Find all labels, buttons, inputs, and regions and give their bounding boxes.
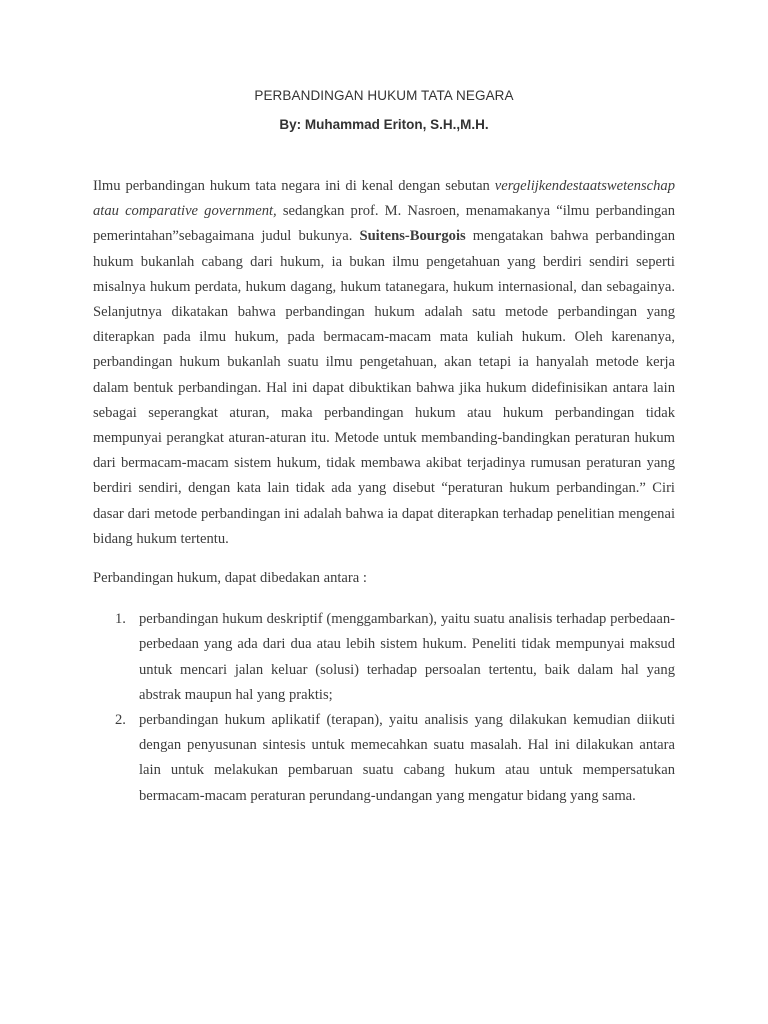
paragraph-intro-bold: Suitens-Bourgois	[359, 228, 466, 245]
paragraph-intro-text-3: mengatakan bahwa perbandingan hukum bukanlah cabang dari hukum, ia bukan ilmu pengetahuan yang berdiri sendiri seperti misalnya hukum perdata, hukum dagang, hukum tatanegara, hukum internasional, dan sebagainya. Selanjutnya dikatakan bahwa perbandingan hukum adalah satu metode perbandingan yang diterapkan pada ilmu hukum, pada bermacam-macam mata kuliah hukum. Oleh karenanya, perbandingan hukum bukanlah suatu ilmu pengetahuan, akan tetapi ia hanyalah metode kerja dalam bentuk perbandingan. Hal ini dapat dibuktikan bahwa jika hukum didefinisikan antara lain sebagai seperangkat aturan, maka perbandingan hukum atau hukum perbandingan tidak mempunyai perangkat aturan-aturan itu. Metode untuk membanding-bandingkan peraturan hukum dari bermacam-macam sistem hukum, tidak membawa akibat terjadinya rumusan peraturan yang berdiri sendiri, dengan kata lain tidak ada yang disebut “peraturan hukum perbandingan.” Ciri dasar dari metode perbandingan ini adalah bahwa ia dapat diterapkan terhadap penelitian mengenai bidang hukum tertentu.	[93, 228, 675, 547]
paragraph-list-intro: Perbandingan hukum, dapat dibedakan antara :	[93, 570, 367, 587]
paragraph-intro-italic: vergelijkendestaatswetenschap atau comparative government,	[93, 178, 675, 220]
list-item-number: 1.	[115, 611, 126, 628]
list-item	[93, 607, 675, 708]
document-author: By: Muhammad Eriton, S.H.,M.H.	[279, 117, 489, 132]
list-item-text: perbandingan hukum deskriptif (menggambarkan), yaitu suatu analisis terhadap perbedaan-perbedaan yang ada dari dua atau lebih sistem hukum. Peneliti tidak mempunyai maksud untuk mencari jalan keluar (solusi) terhadap persoalan tertentu, baik dalam hal yang abstrak maupun hal yang praktis;	[139, 611, 675, 703]
paragraph-intro	[93, 174, 675, 552]
comparison-list	[93, 607, 675, 809]
list-item	[93, 708, 675, 809]
paragraph-intro-text-2: sedangkan prof. M. Nasroen, menamakanya “ilmu perbandingan pemerintahan”sebagaimana judul bukunya.	[93, 203, 676, 245]
list-item-number: 2.	[115, 712, 126, 729]
document-title: PERBANDINGAN HUKUM TATA NEGARA	[254, 88, 514, 103]
document-page	[93, 88, 675, 809]
list-item-text: perbandingan hukum aplikatif (terapan), yaitu analisis yang dilakukan kemudian diikuti dengan penyusunan sintesis untuk memecahkan suatu masalah. Hal ini dilakukan antara lain untuk melakukan pembaruan suatu cabang hukum atau untuk mempersatukan bermacam-macam peraturan perundang-undangan yang mengatur bidang yang sama.	[139, 712, 675, 804]
paragraph-intro-text-1: Ilmu perbandingan hukum tata negara ini di kenal dengan sebutan	[93, 178, 495, 194]
